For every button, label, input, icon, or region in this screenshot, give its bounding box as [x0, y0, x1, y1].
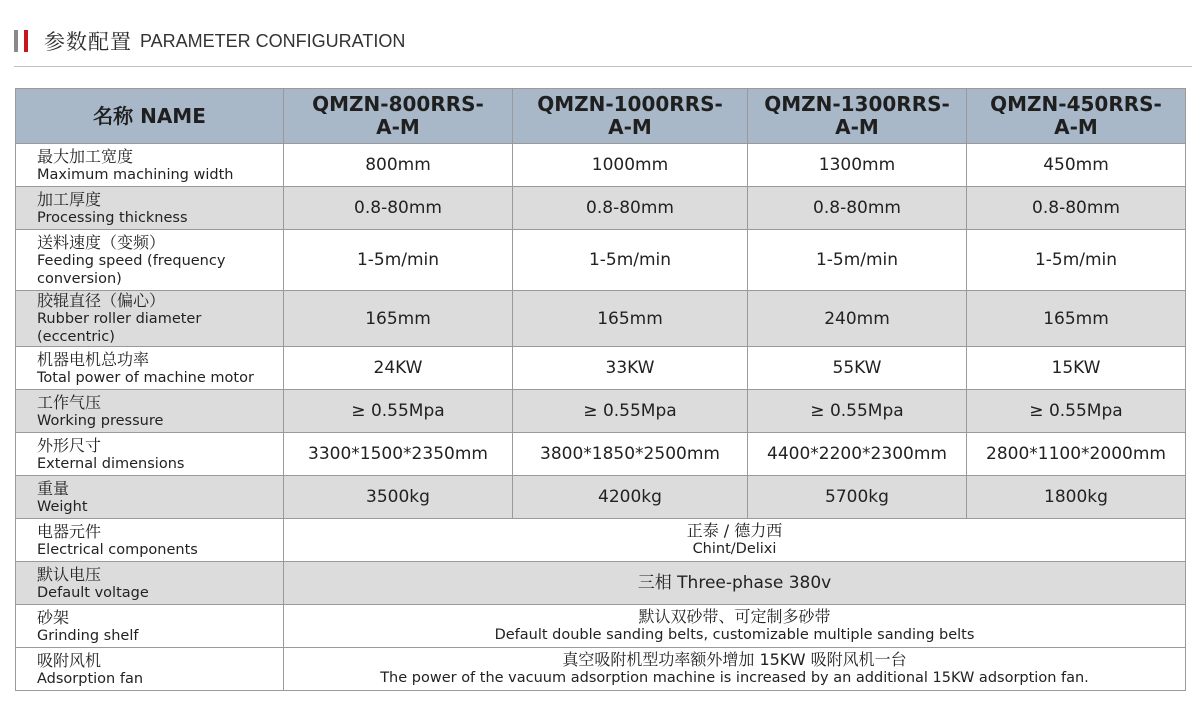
- table-cell: 0.8-80mm: [967, 187, 1186, 230]
- table-cell: 1-5m/min: [748, 230, 967, 291]
- table-row: [16, 648, 1186, 691]
- table-cell: 33KW: [513, 347, 748, 390]
- row-label: 工作气压 Working pressure: [16, 390, 284, 433]
- table-row: [16, 291, 1186, 347]
- table-header-row: [16, 89, 1186, 144]
- row-label: 吸附风机 Adsorption fan: [16, 648, 284, 691]
- row-label: 默认电压 Default voltage: [16, 562, 284, 605]
- header-model: QMZN-450RRS- A-M: [967, 89, 1186, 144]
- table-cell: 165mm: [284, 291, 513, 347]
- table-cell: 4200kg: [513, 476, 748, 519]
- table-row: [16, 605, 1186, 648]
- table-cell: ≥ 0.55Mpa: [513, 390, 748, 433]
- decor-bar-gray: [14, 30, 18, 52]
- row-label: 砂架 Grinding shelf: [16, 605, 284, 648]
- table-cell: 165mm: [967, 291, 1186, 347]
- table-cell: 5700kg: [748, 476, 967, 519]
- spanning-cell: 真空吸附机型功率额外增加 15KW 吸附风机一台 The power of the vacuum adsorption machine is increased by an additional 15KW adsorption fan.: [284, 648, 1186, 691]
- table-cell: 1000mm: [513, 144, 748, 187]
- section-title-cn: 参数配置: [44, 30, 132, 54]
- table-cell: 1800kg: [967, 476, 1186, 519]
- table-cell: 0.8-80mm: [748, 187, 967, 230]
- section-title-en: PARAMETER CONFIGURATION: [140, 30, 406, 51]
- table-cell: 0.8-80mm: [284, 187, 513, 230]
- table-row: [16, 476, 1186, 519]
- decor-bar-red: [24, 30, 28, 52]
- row-label: 送料速度（变频） Feeding speed (frequency conversion): [16, 230, 284, 291]
- table-cell: 165mm: [513, 291, 748, 347]
- table-cell: 0.8-80mm: [513, 187, 748, 230]
- table-cell: 1300mm: [748, 144, 967, 187]
- table-cell: 1-5m/min: [513, 230, 748, 291]
- row-label: 重量 Weight: [16, 476, 284, 519]
- table-cell: 15KW: [967, 347, 1186, 390]
- header-model: QMZN-1000RRS- A-M: [513, 89, 748, 144]
- table-cell: 3500kg: [284, 476, 513, 519]
- table-cell: 1-5m/min: [284, 230, 513, 291]
- table-cell: 1-5m/min: [967, 230, 1186, 291]
- header-model: QMZN-1300RRS- A-M: [748, 89, 967, 144]
- spanning-cell: 默认双砂带、可定制多砂带 Default double sanding belts, customizable multiple sanding belts: [284, 605, 1186, 648]
- table-cell: 24KW: [284, 347, 513, 390]
- spanning-cell: 三相 Three-phase 380v: [284, 562, 1186, 605]
- table-cell: 55KW: [748, 347, 967, 390]
- table-row: [16, 519, 1186, 562]
- table-row: [16, 230, 1186, 291]
- table-row: [16, 562, 1186, 605]
- table-cell: ≥ 0.55Mpa: [284, 390, 513, 433]
- table-cell: 3800*1850*2500mm: [513, 433, 748, 476]
- table-row: [16, 187, 1186, 230]
- header-name: 名称 NAME: [16, 89, 284, 144]
- parameter-table: [15, 88, 1186, 691]
- table-cell: 2800*1100*2000mm: [967, 433, 1186, 476]
- section-header: [14, 26, 405, 56]
- row-label: 电器元件 Electrical components: [16, 519, 284, 562]
- row-label: 最大加工宽度 Maximum machining width: [16, 144, 284, 187]
- header-divider: [14, 66, 1192, 67]
- table-cell: ≥ 0.55Mpa: [748, 390, 967, 433]
- row-label: 外形尺寸 External dimensions: [16, 433, 284, 476]
- row-label: 加工厚度 Processing thickness: [16, 187, 284, 230]
- table-cell: 450mm: [967, 144, 1186, 187]
- table-row: [16, 144, 1186, 187]
- row-label: 机器电机总功率 Total power of machine motor: [16, 347, 284, 390]
- header-model: QMZN-800RRS- A-M: [284, 89, 513, 144]
- table-cell: 3300*1500*2350mm: [284, 433, 513, 476]
- table-cell: 240mm: [748, 291, 967, 347]
- spanning-cell: 正泰 / 德力西 Chint/Delixi: [284, 519, 1186, 562]
- table-cell: 800mm: [284, 144, 513, 187]
- table-cell: 4400*2200*2300mm: [748, 433, 967, 476]
- table-row: [16, 433, 1186, 476]
- table-row: [16, 390, 1186, 433]
- table-cell: ≥ 0.55Mpa: [967, 390, 1186, 433]
- row-label: 胶辊直径（偏心） Rubber roller diameter (eccentric): [16, 291, 284, 347]
- table-row: [16, 347, 1186, 390]
